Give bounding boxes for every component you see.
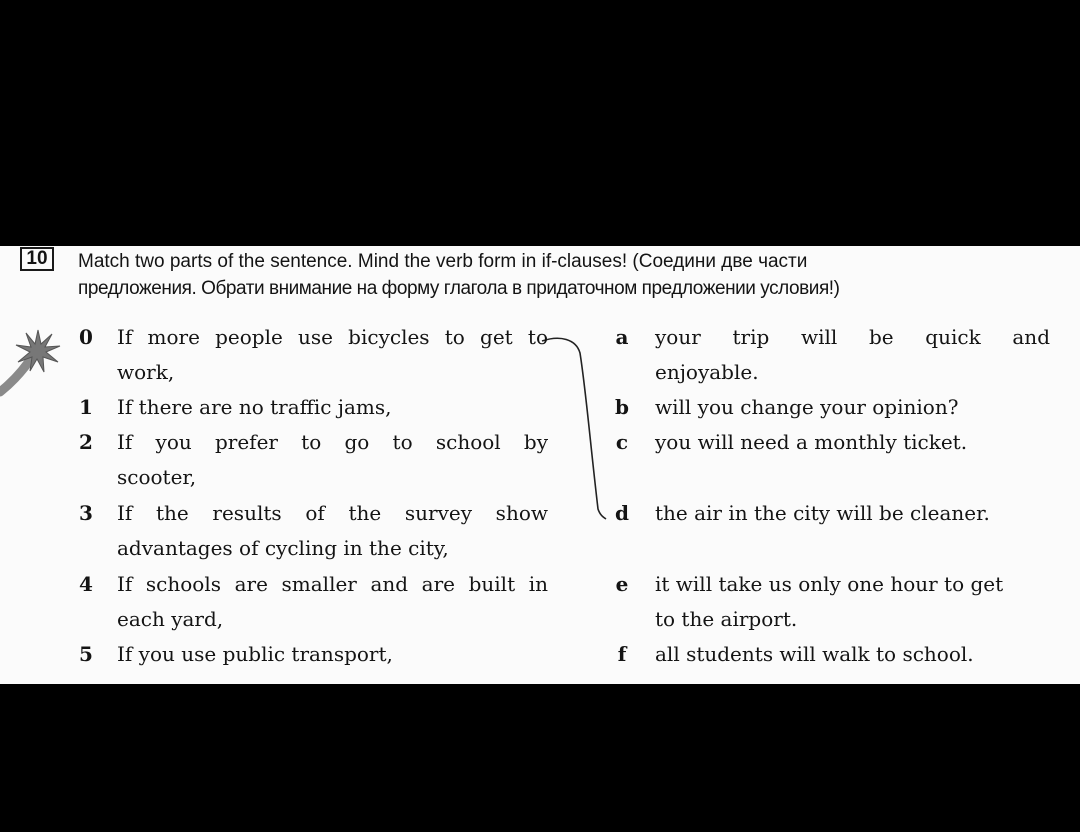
- item-text-line: If you use public transport,: [117, 642, 393, 666]
- item-text-line: will you change your opinion?: [655, 395, 959, 419]
- item-text-line: your trip will be quick and: [655, 325, 1050, 349]
- sparkle-star-icon: [0, 324, 70, 402]
- item-text-line: enjoyable.: [655, 360, 759, 384]
- item-text-line: you will need a monthly ticket.: [655, 430, 968, 454]
- item-marker: 1: [79, 395, 93, 419]
- item-marker: 3: [79, 501, 93, 525]
- item-marker: 2: [79, 430, 93, 454]
- item-marker: a: [615, 325, 629, 349]
- item-marker: b: [615, 395, 629, 419]
- item-marker: c: [615, 430, 629, 454]
- item-text-line: If you prefer to go to school by: [117, 430, 548, 454]
- item-text-line: If schools are smaller and are built in: [117, 572, 548, 596]
- example-match-line: [540, 331, 620, 521]
- item-text-line: If the results of the survey show: [117, 501, 548, 525]
- instruction-russian: предложения. Обрати внимание на форму глагола в придаточном предложении условия!): [78, 278, 840, 299]
- item-text-line: If more people use bicycles to get to: [117, 325, 548, 349]
- task-instruction: [78, 248, 1053, 302]
- item-text-line: each yard,: [117, 607, 224, 631]
- item-marker: e: [615, 572, 629, 596]
- item-marker: 5: [79, 642, 93, 666]
- item-marker: 0: [79, 325, 93, 349]
- item-text-line: scooter,: [117, 465, 197, 489]
- instruction-english: Match two parts of the sentence. Mind the verb form in if-clauses! (Соедини две части: [78, 251, 808, 272]
- item-text-line: If there are no traffic jams,: [117, 395, 392, 419]
- item-marker: 4: [79, 572, 93, 596]
- item-text-line: to the airport.: [655, 607, 798, 631]
- item-text-line: all students will walk to school.: [655, 642, 974, 666]
- item-text-line: it will take us only one hour to get: [655, 572, 1004, 596]
- item-marker: d: [615, 501, 629, 525]
- item-marker: f: [617, 642, 627, 666]
- exercise-page: [0, 246, 1080, 684]
- item-text-line: advantages of cycling in the city,: [117, 536, 449, 560]
- task-number-box: 10: [20, 247, 54, 271]
- item-text-line: work,: [117, 360, 175, 384]
- item-text-line: the air in the city will be cleaner.: [655, 501, 990, 525]
